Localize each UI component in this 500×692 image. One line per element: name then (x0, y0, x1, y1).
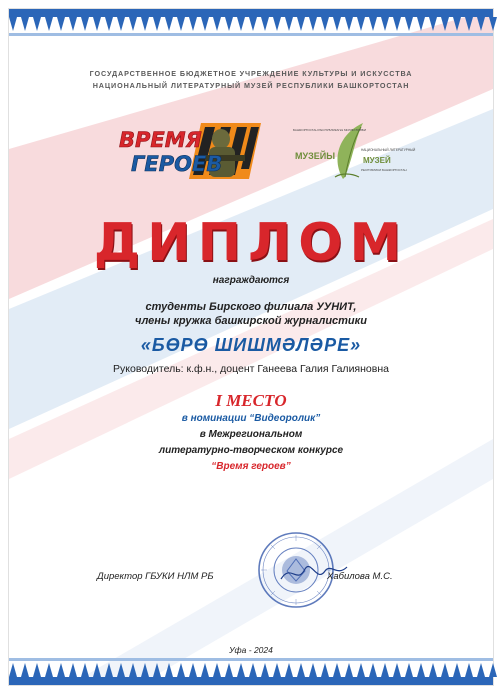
city-year: Уфа - 2024 (229, 645, 273, 655)
diploma-title: ДИПЛОМ (93, 213, 409, 273)
place-award: I МЕСТО (215, 391, 287, 410)
awarded-text: награждаются (212, 275, 290, 286)
nomination-text: в номинации “Видеоролик” (181, 413, 321, 424)
museum-logo-caption: НАЦИОНАЛЬНЫЙ ЛИТЕРАТУРНЫЙ (361, 148, 416, 152)
organization-line-2: НАЦИОНАЛЬНЫЙ ЛИТЕРАТУРНЫЙ МУЗЕЙ РЕСПУБЛИКИ БАШКОРТОСТАН (92, 81, 410, 90)
logo-word-geroev: ГЕРОЕВ (131, 152, 223, 176)
top-ornament-border (9, 9, 493, 51)
museum-logo-name-left: МУЗЕЙЫ (295, 151, 336, 161)
director-role: Директор ГБУКИ НЛМ РБ (97, 571, 214, 582)
logo-word-vremya: ВРЕМЯ (119, 128, 202, 152)
competition-line-2: литературно-творческом конкурсе (158, 445, 344, 456)
club-name: «БӨРӨ ШИШМӘЛӘРЕ» (140, 335, 362, 355)
vremya-geroev-logo (109, 119, 269, 184)
competition-line-1: в Межрегиональном (199, 429, 303, 440)
museum-logo-name-right: МУЗЕЙ (363, 156, 391, 165)
bottom-ornament-border (9, 643, 493, 685)
competition-name: “Время героев” (211, 461, 291, 472)
organization-line-1: ГОСУДАРСТВЕННОЕ БЮДЖЕТНОЕ УЧРЕЖДЕНИЕ КУЛЬТУРЫ И ИСКУССТВА (89, 69, 413, 78)
director-name: Хабилова М.С. (327, 571, 393, 582)
recipients-line-2: члены кружка башкирской журналистики (135, 315, 367, 327)
literary-museum-logo (291, 119, 416, 184)
leader-text: Руководитель: к.ф.н., доцент Ганеева Галия Галияновна (113, 363, 389, 375)
recipients-line-1: студенты Бирского филиала УУНИТ, (145, 301, 357, 313)
diploma-page (8, 8, 494, 686)
museum-logo-bottom-caption: РЕСПУБЛИКИ БАШКОРТОСТАН (361, 168, 407, 172)
museum-logo-top-caption: БАШКОРТОСТАН РЕСПУБЛИКАҺЫ МИЛЛИ ӘҘӘБИ (293, 128, 366, 132)
